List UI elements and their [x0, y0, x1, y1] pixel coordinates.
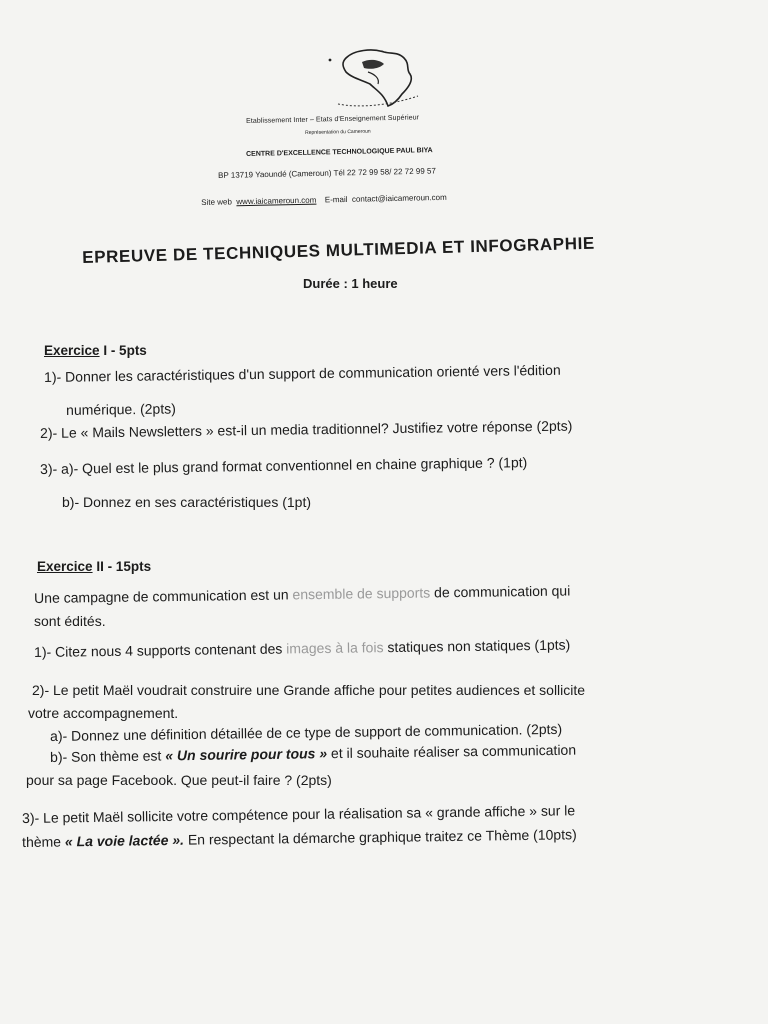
- exercise-2-heading: Exercice II - 15pts: [37, 559, 152, 574]
- ex2-intro: Une campagne de communication est un ensemble de supports de communication qui: [34, 582, 571, 606]
- email-link[interactable]: contact@iaicameroun.com: [351, 192, 447, 204]
- ex2-question-3: 3)- Le petit Maël sollicite votre compétence pour la réalisation sa « grande affiche » sur le: [22, 802, 576, 826]
- ex1-question-3a: 3)- a)- Quel est le plus grand format conventionnel en chaine graphique ? (1pt): [40, 454, 528, 477]
- ex2-question-2: 2)- Le petit Maël voudrait construire une Grande affiche pour petites audiences et sollicite: [32, 682, 586, 698]
- ex1-question-3b: b)- Donnez en ses caractéristiques (1pt): [62, 494, 311, 510]
- email-label: E-mail: [324, 194, 348, 205]
- ex2-question-2b: b)- Son thème est « Un sourire pour tous » et il souhaite réaliser sa communication: [50, 741, 577, 765]
- ex2-question-2a: a)- Donnez une définition détaillée de ce type de support de communication. (2pts): [50, 720, 563, 744]
- exercise-1-heading: Exercice I - 5pts: [44, 343, 147, 358]
- center-name: CENTRE D'EXCELLENCE TECHNOLOGIQUE PAUL BIYA: [246, 147, 433, 158]
- site-link[interactable]: www.iaicameroun.com: [236, 195, 317, 207]
- institution-line-1: Etablissement Inter – Etats d'Enseignement Supérieur: [246, 114, 420, 125]
- address-line: BP 13719 Yaoundé (Cameroun) Tél 22 72 99 58/ 22 72 99 57: [218, 166, 436, 180]
- site-label: Site web: [201, 197, 232, 207]
- ex2-question-2-cont: votre accompagnement.: [28, 705, 179, 721]
- ex2-question-3-cont: thème « La voie lactée ». En respectant la démarche graphique traitez ce Thème (10pts): [22, 826, 577, 850]
- ex2-intro-cont: sont édités.: [34, 613, 106, 629]
- ex1-question-1-cont: numérique. (2pts): [66, 400, 176, 418]
- ex1-question-1: 1)- Donner les caractéristiques d'un support de communication orienté vers l'édition: [44, 361, 561, 385]
- institution-line-2: Représentation du Cameroun: [305, 128, 371, 136]
- ex1-question-2: 2)- Le « Mails Newsletters » est-il un media traditionnel? Justifiez votre réponse (2pts): [40, 417, 573, 441]
- exam-title: EPREUVE DE TECHNIQUES MULTIMEDIA ET INFOGRAPHIE: [82, 233, 596, 267]
- ex2-question-1: 1)- Citez nous 4 supports contenant des images à la fois statiques non statiques (1pts): [34, 636, 571, 660]
- exam-duration: Durée : 1 heure: [303, 276, 398, 291]
- ex2-question-2b-cont: pour sa page Facebook. Que peut-il faire ? (2pts): [26, 772, 332, 788]
- africa-map-logo: [318, 44, 438, 114]
